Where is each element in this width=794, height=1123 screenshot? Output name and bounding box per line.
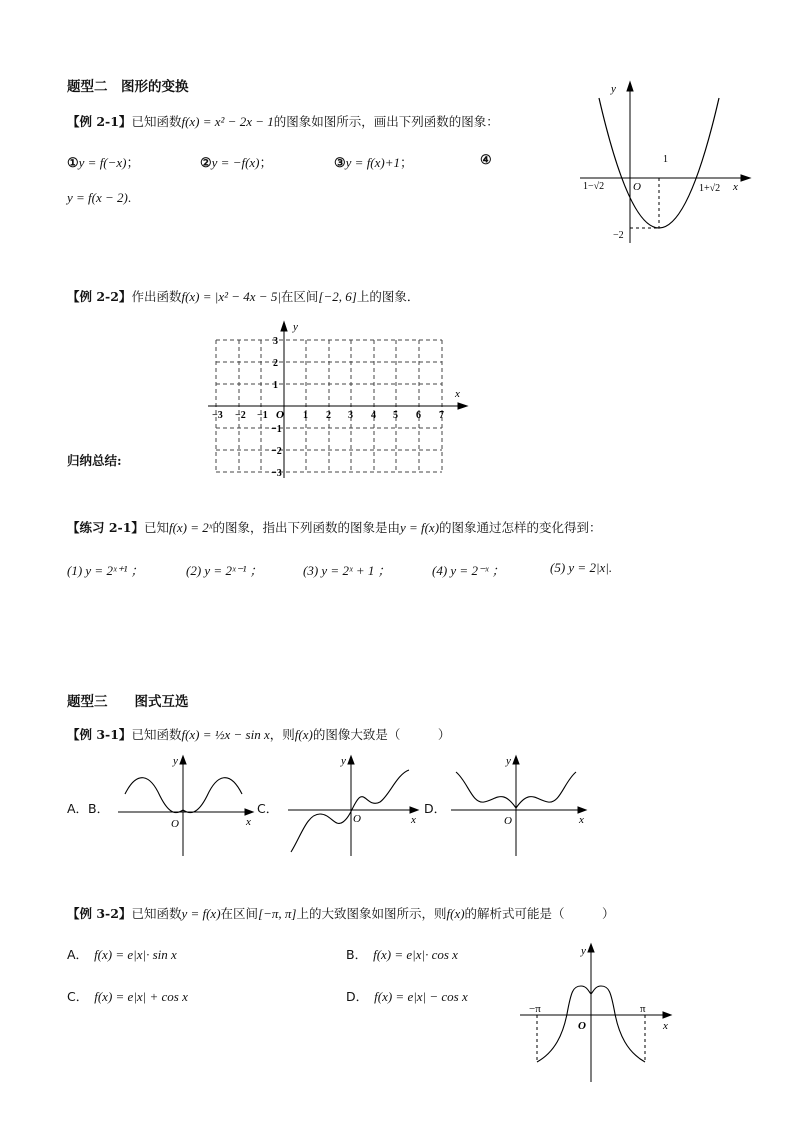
grid-x-label: x: [455, 388, 460, 400]
neg-two-label: −2: [613, 230, 624, 241]
grid-x-arrow: [458, 403, 467, 409]
section-2-title: 题型二 图形的变换: [67, 79, 189, 95]
x-label: x: [411, 814, 416, 826]
item-2: ②y = −f(x)；: [200, 155, 273, 170]
example-3-1-stem: 【例 3-1】已知函数f(x) = ½x − sin x，则f(x)的图像大致是（ ）: [67, 727, 451, 742]
grid-x-ticks: [212, 410, 444, 421]
practice-2-1-stem: 【练习 2-1】已知f(x) = 2ˣ的图象，指出下列函数的图象是由y = f(x)的图象通过怎样的变化得到：: [67, 520, 602, 535]
y-tick: 2: [273, 358, 278, 369]
function-expr: f(x) = x² − 2x − 1: [181, 114, 274, 129]
y-label: y: [341, 755, 346, 767]
neg-pi-label: −π: [529, 1003, 541, 1015]
y-arrow: [588, 944, 594, 952]
y-tick: −1: [271, 424, 282, 435]
root-right-label: 1+√2: [699, 183, 721, 194]
y-arrow: [180, 756, 186, 764]
origin-label: O: [504, 815, 512, 827]
x-tick: 7: [439, 410, 444, 421]
option-a: A． f(x) = e|x|· sin x: [67, 947, 177, 962]
x-tick: 5: [393, 410, 398, 421]
one-label: 1: [663, 154, 668, 165]
option-b: B． f(x) = e|x|· cos x: [346, 947, 458, 962]
option-b-graph: [115, 752, 260, 858]
y-arrow: [348, 756, 354, 764]
item-4-expr: y = f(x − 2).: [67, 190, 132, 205]
function-expr: f(x) = |x² − 4x − 5|: [181, 289, 281, 304]
practice-item-2: (2) y = 2ˣ⁻¹ ；: [186, 563, 263, 578]
function-expr: f(x): [446, 906, 465, 921]
example-3-1-tag: 【例 3-1】: [67, 727, 132, 742]
example-2-2-stem: 【例 2-2】作出函数f(x) = |x² − 4x − 5|在区间[−2, 6]上的图象．: [67, 289, 420, 304]
option-c: C． f(x) = e|x| + cos x: [67, 989, 188, 1004]
x-tick: 4: [371, 410, 376, 421]
grid-origin-label: O: [276, 409, 284, 421]
y-tick: −2: [271, 446, 282, 457]
origin-label: O: [353, 813, 361, 825]
option-d-label: D．: [424, 801, 447, 816]
option-c-label: C．: [257, 801, 279, 816]
x-label: x: [579, 814, 584, 826]
curve: [291, 770, 409, 852]
stem-text: 的图象如图所示，画出下列函数的图象：: [273, 114, 499, 129]
example-3-2-tag: 【例 3-2】: [67, 906, 132, 921]
blank-grid: [203, 318, 473, 480]
option-a-b-label: A．B．: [67, 801, 110, 816]
x-tick: 6: [416, 410, 421, 421]
y-label: y: [581, 945, 586, 957]
root-left-label: 1−√2: [583, 181, 605, 192]
y-tick: −3: [271, 468, 282, 479]
grid-y-arrow: [281, 322, 287, 331]
example-2-1-tag: 【例 2-1】: [67, 114, 132, 129]
option-d: D． f(x) = e|x| − cos x: [346, 989, 468, 1004]
practice-item-1: (1) y = 2ˣ⁺¹ ；: [67, 563, 144, 578]
function-expr: y = f(x): [181, 906, 221, 921]
interval-expr: [−2, 6]: [318, 289, 357, 304]
function-expr: f(x) = ½x − sin x: [181, 727, 270, 742]
function-expr: y = f(x): [399, 520, 440, 535]
summary-label: 归纳总结:: [67, 453, 122, 468]
y-arrow: [513, 756, 519, 764]
x-tick: −3: [212, 410, 223, 421]
grid-y-ticks: [271, 336, 282, 479]
y-label: y: [506, 755, 511, 767]
option-d-graph: [448, 752, 593, 858]
interval-expr: [−π, π]: [258, 906, 297, 921]
grid-y-label: y: [293, 321, 298, 333]
x-tick: 3: [348, 410, 353, 421]
example-2-1-stem: [67, 112, 499, 130]
origin-label: O: [633, 181, 641, 193]
x-label: x: [733, 181, 738, 193]
pi-label: π: [640, 1003, 646, 1015]
section-3-title: 题型三 图式互选: [67, 694, 189, 710]
x-arrow: [741, 175, 750, 181]
y-label: y: [173, 755, 178, 767]
function-expr: f(x) = 2ˣ: [168, 520, 213, 535]
item-3: ③y = f(x)+1；: [334, 155, 414, 170]
example-3-2-stem: 【例 3-2】已知函数y = f(x)在区间[−π, π]上的大致图象如图所示，则f(x)的解析式可能是（ ）: [67, 906, 615, 921]
practice-item-4: (4) y = 2⁻ˣ ；: [432, 563, 505, 578]
origin-label: O: [171, 818, 179, 830]
y-tick: 1: [273, 380, 278, 391]
x-tick: −2: [235, 410, 246, 421]
x-tick: 2: [326, 410, 331, 421]
option-c-graph: [285, 752, 425, 858]
stem-text: 已知函数: [131, 114, 182, 129]
practice-item-3: (3) y = 2ˣ + 1 ；: [303, 563, 391, 578]
example-3-2-graph: [515, 940, 685, 1085]
item-4-num: ④: [480, 152, 492, 167]
origin-label: O: [578, 1020, 586, 1032]
x-tick: 1: [303, 410, 308, 421]
y-label: y: [611, 83, 616, 95]
item-1: ①y = f(−x)；: [67, 155, 140, 170]
practice-item-5: (5) y = 2|x|.: [550, 560, 613, 575]
function-expr: f(x): [294, 727, 313, 742]
y-tick: 3: [273, 336, 278, 347]
x-tick: −1: [257, 410, 268, 421]
x-label: x: [246, 816, 251, 828]
example-2-2-tag: 【例 2-2】: [67, 289, 132, 304]
parabola-graph: [575, 78, 755, 248]
practice-2-1-tag: 【练习 2-1】: [67, 520, 144, 535]
x-arrow: [663, 1012, 671, 1018]
y-arrow: [627, 82, 633, 91]
x-label: x: [663, 1020, 668, 1032]
